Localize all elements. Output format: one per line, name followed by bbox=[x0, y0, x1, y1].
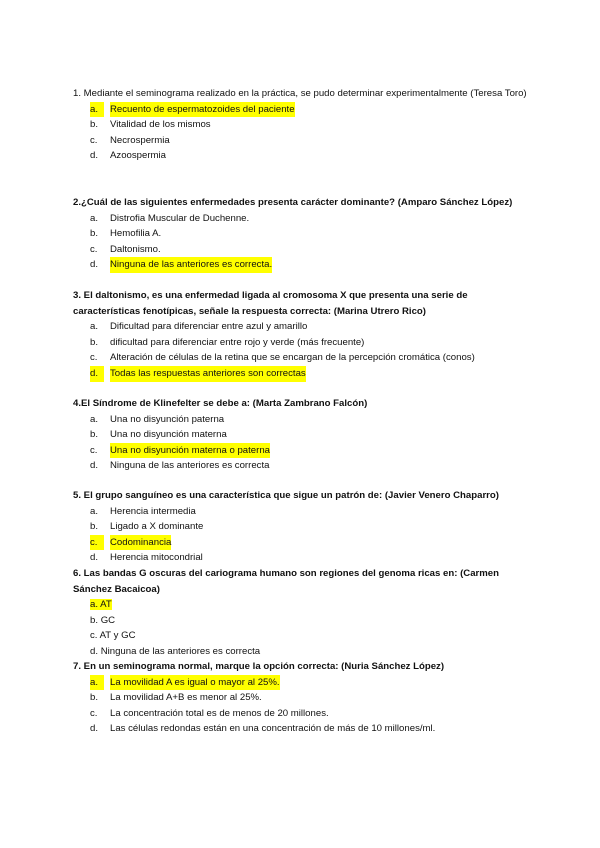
q3-option-a bbox=[73, 319, 533, 335]
q2-option-c bbox=[73, 242, 533, 258]
q7-option-d bbox=[73, 721, 533, 737]
q6-option-c-marker: c. bbox=[90, 630, 98, 642]
q1-option-c-text: Necrospermia bbox=[110, 134, 170, 146]
q7-option-b bbox=[73, 690, 533, 706]
q5-option-d-marker: d. bbox=[90, 552, 99, 564]
question-6-options bbox=[73, 597, 533, 659]
q2-option-d-marker: d. bbox=[90, 259, 99, 271]
q4-option-d-marker: d. bbox=[90, 460, 99, 472]
q2-option-b-text: Hemofilia A. bbox=[110, 228, 162, 240]
question-1-text: 1. Mediante el seminograma realizado en la práctica, se pudo determinar experimentalmente (Teresa Toro) bbox=[73, 88, 527, 99]
q3-option-d bbox=[73, 366, 533, 382]
question-3 bbox=[73, 288, 533, 382]
question-1-options bbox=[73, 102, 533, 164]
q7-option-c-text: La concentración total es de menos de 20 millones. bbox=[110, 707, 329, 719]
q2-option-a-text: Distrofia Muscular de Duchenne. bbox=[110, 212, 250, 224]
q2-option-a bbox=[73, 211, 533, 227]
q3-option-d-text: Todas las respuestas anteriores son correctas bbox=[110, 366, 306, 382]
q1-option-a-marker: a. bbox=[90, 102, 104, 118]
q5-option-b-marker: b. bbox=[90, 521, 99, 533]
q3-option-b-marker: b. bbox=[90, 336, 99, 348]
q1-option-b bbox=[73, 117, 533, 133]
q6-option-b bbox=[73, 613, 533, 629]
q6-option-d-text: Ninguna de las anteriores es correcta bbox=[100, 645, 261, 657]
q6-option-b-text: GC bbox=[100, 614, 116, 626]
q3-option-a-marker: a. bbox=[90, 321, 99, 333]
q2-option-c-text: Daltonismo. bbox=[110, 243, 161, 255]
q4-option-b bbox=[73, 427, 533, 443]
q5-option-b bbox=[73, 519, 533, 535]
q7-option-c-marker: c. bbox=[90, 707, 98, 719]
question-5 bbox=[73, 488, 533, 566]
q7-option-a-text: La movilidad A es igual o mayor al 25%. bbox=[110, 675, 280, 691]
q4-option-b-marker: b. bbox=[90, 429, 99, 441]
question-2 bbox=[73, 195, 533, 273]
q4-option-d-text: Ninguna de las anteriores es correcta bbox=[110, 460, 270, 472]
q1-option-d bbox=[73, 148, 533, 164]
q3-option-b bbox=[73, 335, 533, 351]
q7-option-b-text: La movilidad A+B es menor al 25%. bbox=[110, 692, 262, 704]
question-2-options bbox=[73, 211, 533, 273]
question-4-options bbox=[73, 412, 533, 474]
q5-option-a bbox=[73, 504, 533, 520]
question-3-text: 3. El daltonismo, es una enfermedad ligada al cromosoma X que presenta una serie de características fenotípicas, señale la respuesta correcta: (Marina Utrero Rico) bbox=[73, 290, 468, 317]
q3-option-a-text: Dificultad para diferenciar entre azul y amarillo bbox=[110, 321, 308, 333]
q2-option-d-text: Ninguna de las anteriores es correcta. bbox=[110, 257, 272, 273]
q6-option-a-highlight bbox=[90, 599, 112, 610]
q4-option-b-text: Una no disyunción materna bbox=[110, 429, 227, 441]
q5-option-a-marker: a. bbox=[90, 505, 99, 517]
q5-option-d bbox=[73, 550, 533, 566]
q3-option-c-marker: c. bbox=[90, 352, 98, 364]
question-6-text: 6. Las bandas G oscuras del cariograma humano son regiones del genoma ricas en: (Carmen Sánchez Bacaicoa) bbox=[73, 568, 499, 595]
q6-option-d bbox=[73, 644, 533, 660]
q7-option-d-text: Las células redondas están en una concentración de más de 10 millones/ml. bbox=[110, 723, 436, 735]
question-5-options bbox=[73, 504, 533, 566]
q1-option-b-marker: b. bbox=[90, 119, 99, 131]
q3-option-d-marker: d. bbox=[90, 366, 104, 382]
question-6 bbox=[73, 566, 533, 660]
q7-option-c bbox=[73, 706, 533, 722]
q2-option-d bbox=[73, 257, 533, 273]
question-7-options bbox=[73, 675, 533, 737]
q6-option-b-marker: b. bbox=[90, 614, 99, 626]
q7-option-a bbox=[73, 675, 533, 691]
q7-option-b-marker: b. bbox=[90, 692, 99, 704]
q3-option-b-text: dificultad para diferenciar entre rojo y verde (más frecuente) bbox=[110, 336, 365, 348]
question-3-options bbox=[73, 319, 533, 381]
q5-option-b-text: Ligado a X dominante bbox=[110, 521, 204, 533]
question-4 bbox=[73, 396, 533, 474]
q2-option-b-marker: b. bbox=[90, 228, 99, 240]
q2-option-c-marker: c. bbox=[90, 243, 98, 255]
q1-option-a-text: Recuento de espermatozoides del paciente bbox=[110, 102, 295, 118]
q6-option-a-marker: a. bbox=[90, 599, 99, 611]
q7-option-a-marker: a. bbox=[90, 675, 104, 691]
q4-option-a-marker: a. bbox=[90, 413, 99, 425]
q1-option-c-marker: c. bbox=[90, 134, 98, 146]
question-5-text: 5. El grupo sanguíneo es una característica que sigue un patrón de: (Javier Venero Chaparro) bbox=[73, 490, 499, 501]
q5-option-d-text: Herencia mitocondrial bbox=[110, 552, 203, 564]
q4-option-d bbox=[73, 458, 533, 474]
q2-option-a-marker: a. bbox=[90, 212, 99, 224]
q5-option-c-text: Codominancia bbox=[110, 535, 171, 551]
q5-option-c-marker: c. bbox=[90, 535, 104, 551]
q1-option-a bbox=[73, 102, 533, 118]
q2-option-b bbox=[73, 226, 533, 242]
question-4-text: 4.El Síndrome de Klinefelter se debe a: (Marta Zambrano Falcón) bbox=[73, 398, 368, 409]
question-2-text: 2.¿Cuál de las siguientes enfermedades presenta carácter dominante? (Amparo Sánchez López) bbox=[73, 197, 513, 208]
q1-option-c bbox=[73, 133, 533, 149]
q7-option-d-marker: d. bbox=[90, 723, 99, 735]
q6-option-d-marker: d. bbox=[90, 645, 99, 657]
q1-option-b-text: Vitalidad de los mismos bbox=[110, 119, 211, 131]
q4-option-c-marker: c. bbox=[90, 444, 98, 456]
question-7 bbox=[73, 659, 533, 737]
q3-option-c-text: Alteración de células de la retina que se encargan de la percepción cromática (conos) bbox=[110, 352, 475, 364]
question-1 bbox=[73, 86, 533, 164]
q1-option-d-marker: d. bbox=[90, 150, 99, 162]
q4-option-a bbox=[73, 412, 533, 428]
q5-option-c bbox=[73, 535, 533, 551]
q4-option-c bbox=[73, 443, 533, 459]
q4-option-c-text: Una no disyunción materna o paterna bbox=[110, 443, 270, 459]
q6-option-c-text: AT y GC bbox=[99, 630, 136, 642]
q3-option-c bbox=[73, 350, 533, 366]
q6-option-a bbox=[73, 597, 533, 613]
q6-option-a-text: AT bbox=[100, 599, 112, 611]
q4-option-a-text: Una no disyunción paterna bbox=[110, 413, 225, 425]
q1-option-d-text: Azoospermia bbox=[110, 150, 166, 162]
q6-option-c bbox=[73, 628, 533, 644]
question-7-text: 7. En un seminograma normal, marque la opción correcta: (Nuria Sánchez López) bbox=[73, 661, 445, 672]
q5-option-a-text: Herencia intermedia bbox=[110, 505, 196, 517]
